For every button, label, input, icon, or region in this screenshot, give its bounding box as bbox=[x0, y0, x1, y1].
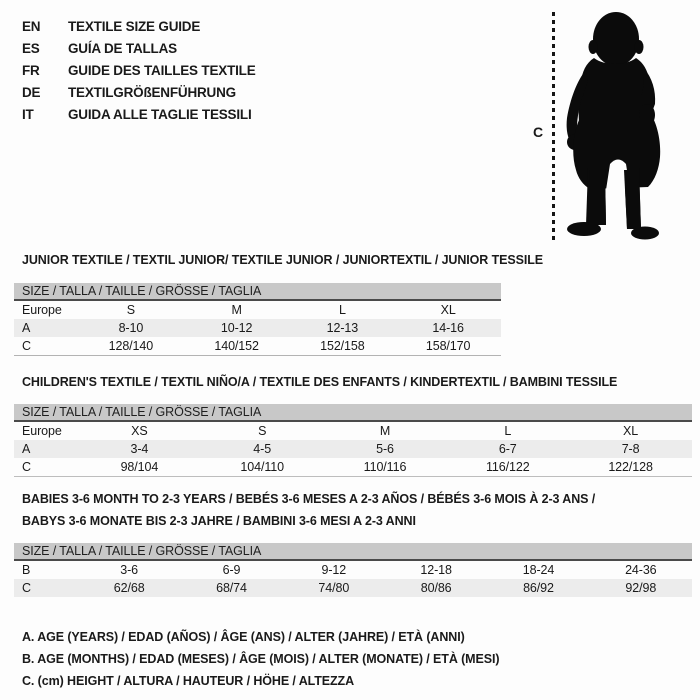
note-height-cm: C. (cm) HEIGHT / ALTURA / HAUTEUR / HÖHE / ALTEZZA bbox=[22, 674, 355, 688]
row-label: A bbox=[22, 321, 31, 335]
row-label: B bbox=[22, 563, 31, 577]
size-value-cell: 14-16 bbox=[432, 321, 464, 335]
junior-size-table bbox=[14, 283, 501, 356]
size-value-cell: 4-5 bbox=[253, 442, 272, 456]
babies-size-table bbox=[14, 543, 692, 597]
size-value-cell: 110/116 bbox=[363, 460, 407, 474]
size-value-cell: 62/68 bbox=[113, 581, 145, 595]
size-value-cell: M bbox=[231, 303, 242, 317]
language-code: EN bbox=[22, 19, 41, 34]
language-row-de bbox=[22, 82, 256, 104]
junior-section-title: JUNIOR TEXTILE / TEXTIL JUNIOR/ TEXTILE JUNIOR / JUNIORTEXTIL / JUNIOR TESSILE bbox=[22, 253, 543, 267]
table-row bbox=[14, 458, 692, 476]
guide-title-en: TEXTILE SIZE GUIDE bbox=[68, 19, 201, 34]
row-label: C bbox=[22, 460, 31, 474]
size-value-cell: L bbox=[504, 424, 512, 438]
size-value-cell: 9-12 bbox=[321, 563, 347, 577]
language-row-it bbox=[22, 104, 256, 126]
row-label: A bbox=[22, 442, 31, 456]
note-age-months: B. AGE (MONTHS) / EDAD (MESES) / ÂGE (MOIS) / ALTER (MONATE) / ETÀ (MESI) bbox=[22, 652, 500, 666]
size-value-cell: 5-6 bbox=[376, 442, 394, 456]
size-value-cell: 92/98 bbox=[625, 581, 657, 595]
babies-section-title bbox=[22, 488, 595, 532]
size-value-cell: S bbox=[126, 303, 135, 317]
language-code: IT bbox=[22, 107, 34, 122]
size-value-cell: L bbox=[338, 303, 346, 317]
size-value-cell: 128/140 bbox=[108, 339, 154, 353]
babies-title-line1: BABIES 3-6 MONTH TO 2-3 YEARS / BEBÉS 3-6 MESES A 2-3 AÑOS / BÉBÉS 3-6 MOIS À 2-3 ANS / bbox=[22, 492, 596, 506]
table-row bbox=[14, 579, 692, 597]
table-row bbox=[14, 561, 692, 579]
table-body bbox=[14, 561, 692, 597]
size-value-cell: 80/86 bbox=[420, 581, 452, 595]
size-value-cell: 152/158 bbox=[320, 339, 365, 353]
size-table-header: SIZE / TALLA / TAILLE / GRÖSSE / TAGLIA bbox=[14, 404, 692, 422]
size-value-cell: 98/104 bbox=[120, 460, 159, 474]
size-value-cell: XL bbox=[623, 424, 639, 438]
size-value-cell: XL bbox=[440, 303, 456, 317]
row-label: C bbox=[22, 581, 31, 595]
language-code: ES bbox=[22, 41, 40, 56]
language-code: DE bbox=[22, 85, 41, 100]
babies-title-line2: BABYS 3-6 MONATE BIS 2-3 JAHRE / BAMBINI 3-6 MESI A 2-3 ANNI bbox=[22, 514, 416, 528]
size-value-cell: M bbox=[379, 424, 391, 438]
table-row bbox=[14, 422, 692, 440]
guide-title-es: GUÍA DE TALLAS bbox=[68, 41, 177, 56]
guide-title-fr: GUIDE DES TAILLES TEXTILE bbox=[68, 63, 256, 78]
height-measure-label: C bbox=[533, 124, 544, 140]
note-age-years: A. AGE (YEARS) / EDAD (AÑOS) / ÂGE (ANS) / ALTER (JAHRE) / ETÀ (ANNI) bbox=[22, 630, 465, 644]
size-value-cell: 158/170 bbox=[425, 339, 471, 353]
language-code: FR bbox=[22, 63, 40, 78]
guide-title-it: GUIDA ALLE TAGLIE TESSILI bbox=[68, 107, 252, 122]
size-value-cell: 3-4 bbox=[130, 442, 149, 456]
guide-title-de: TEXTILGRÖßENFÜHRUNG bbox=[68, 85, 236, 100]
height-measure-dotted-line bbox=[552, 12, 555, 243]
size-value-cell: 10-12 bbox=[220, 321, 253, 335]
size-table-header: SIZE / TALLA / TAILLE / GRÖSSE / TAGLIA bbox=[14, 543, 692, 561]
size-value-cell: 140/152 bbox=[214, 339, 259, 353]
size-value-cell: 104/110 bbox=[240, 460, 284, 474]
table-row bbox=[14, 319, 501, 337]
size-value-cell: 24-36 bbox=[625, 563, 657, 577]
table-row bbox=[14, 440, 692, 458]
language-row-en bbox=[22, 16, 256, 38]
row-label: Europe bbox=[22, 424, 62, 438]
baby-silhouette-icon bbox=[560, 8, 672, 244]
table-row bbox=[14, 301, 501, 319]
size-value-cell: 116/122 bbox=[486, 460, 530, 474]
children-section-title: CHILDREN'S TEXTILE / TEXTIL NIÑO/A / TEXTILE DES ENFANTS / KINDERTEXTIL / BAMBINI TESSILE bbox=[22, 375, 618, 389]
footnotes bbox=[22, 626, 499, 692]
size-value-cell: XS bbox=[131, 424, 148, 438]
size-value-cell: 6-9 bbox=[222, 563, 241, 577]
size-value-cell: 12-13 bbox=[326, 321, 359, 335]
language-row-fr bbox=[22, 60, 256, 82]
children-size-table bbox=[14, 404, 692, 477]
table-body bbox=[14, 422, 692, 476]
size-value-cell: 74/80 bbox=[318, 581, 350, 595]
row-label: Europe bbox=[22, 303, 62, 317]
size-value-cell: 8-10 bbox=[118, 321, 144, 335]
table-body bbox=[14, 301, 501, 355]
size-value-cell: 3-6 bbox=[120, 563, 139, 577]
size-value-cell: 6-7 bbox=[498, 442, 517, 456]
size-value-cell: 68/74 bbox=[216, 581, 247, 595]
size-value-cell: 86/92 bbox=[523, 581, 554, 595]
table-row bbox=[14, 337, 501, 355]
size-value-cell: 7-8 bbox=[621, 442, 640, 456]
size-value-cell: 18-24 bbox=[522, 563, 555, 577]
row-label: C bbox=[22, 339, 31, 353]
size-table-header: SIZE / TALLA / TAILLE / GRÖSSE / TAGLIA bbox=[14, 283, 501, 301]
size-value-cell: 122/128 bbox=[608, 460, 653, 474]
size-value-cell: S bbox=[258, 424, 267, 438]
language-list bbox=[22, 16, 256, 126]
size-value-cell: 12-18 bbox=[420, 563, 452, 577]
language-row-es bbox=[22, 38, 256, 60]
